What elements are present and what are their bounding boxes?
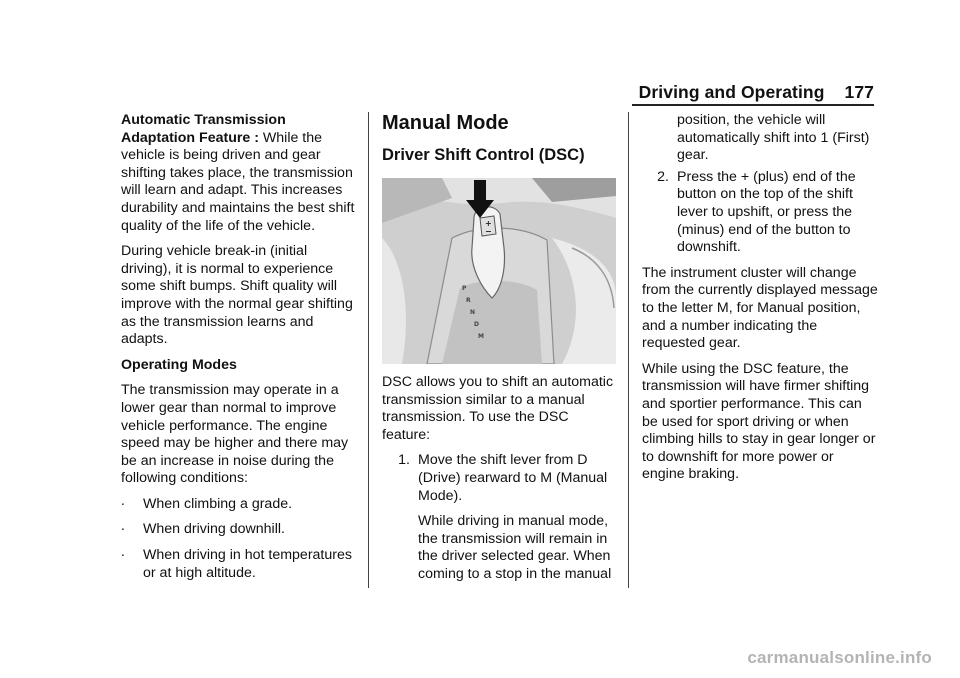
list-item <box>121 496 357 514</box>
bullet-icon: ∙ <box>121 495 125 512</box>
watermark: carmanualsonline.info <box>747 648 932 667</box>
cluster-paragraph: The instrument cluster will change from the currently displayed message to the letter M, for Manual position, and a number indicating the requested gear. <box>642 264 878 352</box>
step-text: Press the + (plus) end of the button on the top of the shift lever to upshift, or press the (minus) end of the button to downshift. <box>677 168 856 256</box>
operating-modes-heading: Operating Modes <box>121 356 237 373</box>
bullet-icon: ∙ <box>121 547 125 564</box>
shift-lever-illustration <box>382 178 616 364</box>
breakin-paragraph: During vehicle break-in (initial driving), it is normal to experience some shift bumps. Shift quality will improve with the normal gear shifting as the transmission learns and adapts. <box>121 243 353 348</box>
gear-letter-m: M <box>478 333 484 340</box>
column-3 <box>642 112 878 492</box>
gear-letter-n: N <box>470 309 476 316</box>
bullet-text: When driving in hot temperatures or at high altitude. <box>143 547 352 581</box>
column-2 <box>382 112 618 588</box>
page-number: 177 <box>844 82 874 102</box>
step-number: 2. <box>657 168 669 185</box>
bullet-text: When driving downhill. <box>143 521 285 538</box>
column-divider-1 <box>368 112 369 588</box>
header-rule <box>632 104 874 106</box>
section-title: Driving and Operating <box>638 82 825 102</box>
operating-modes-body: The transmission may operate in a lower gear than normal to improve vehicle performance. The engine speed may be higher and there may be an increase in noise during the following conditions: <box>121 382 349 487</box>
step-subtext: While driving in manual mode, the transmission will remain in the driver selected gear. When coming to a stop in the manual <box>418 513 612 582</box>
gear-letter-r: R <box>466 297 471 304</box>
page-header <box>639 82 874 103</box>
step-1-continued: position, the vehicle will automatically shift into 1 (First) gear. <box>677 112 870 164</box>
list-item <box>121 521 357 539</box>
dsc-heading: Driver Shift Control (DSC) <box>382 146 585 164</box>
bullet-text: When climbing a grade. <box>143 495 293 512</box>
gear-letter-d: D <box>474 321 479 328</box>
list-item <box>121 547 357 582</box>
dsc-use-paragraph: While using the DSC feature, the transmission will have firmer shifting and sportier performance. This can be used for sport driving or when climbing hills to stay in gear longer or to downshift for more power or engine braking. <box>642 360 876 483</box>
svg-text:−: − <box>485 227 492 236</box>
step-text: Move the shift lever from D (Drive) rearward to M (Manual Mode). <box>418 452 608 504</box>
bullet-icon: ∙ <box>121 521 125 538</box>
step-number: 1. <box>398 452 410 469</box>
step-1 <box>382 452 618 583</box>
manual-mode-heading: Manual Mode <box>382 112 509 134</box>
dsc-intro: DSC allows you to shift an automatic transmission similar to a manual transmission. To use the DSC feature: <box>382 374 614 443</box>
atf-body: While the vehicle is being driven and gear shifting takes place, the transmission will learn and adapt. This increases durability and maintains the best shift quality of the life of the vehicle. <box>121 129 355 234</box>
svg-text:+: + <box>485 219 492 228</box>
step-2 <box>642 169 878 257</box>
gear-letter-p: P <box>462 285 467 292</box>
atf-title: Automatic Transmission Adaptation Feature : <box>121 112 286 146</box>
column-1 <box>121 112 357 590</box>
column-divider-2 <box>628 112 629 588</box>
atf-paragraph <box>121 112 357 235</box>
